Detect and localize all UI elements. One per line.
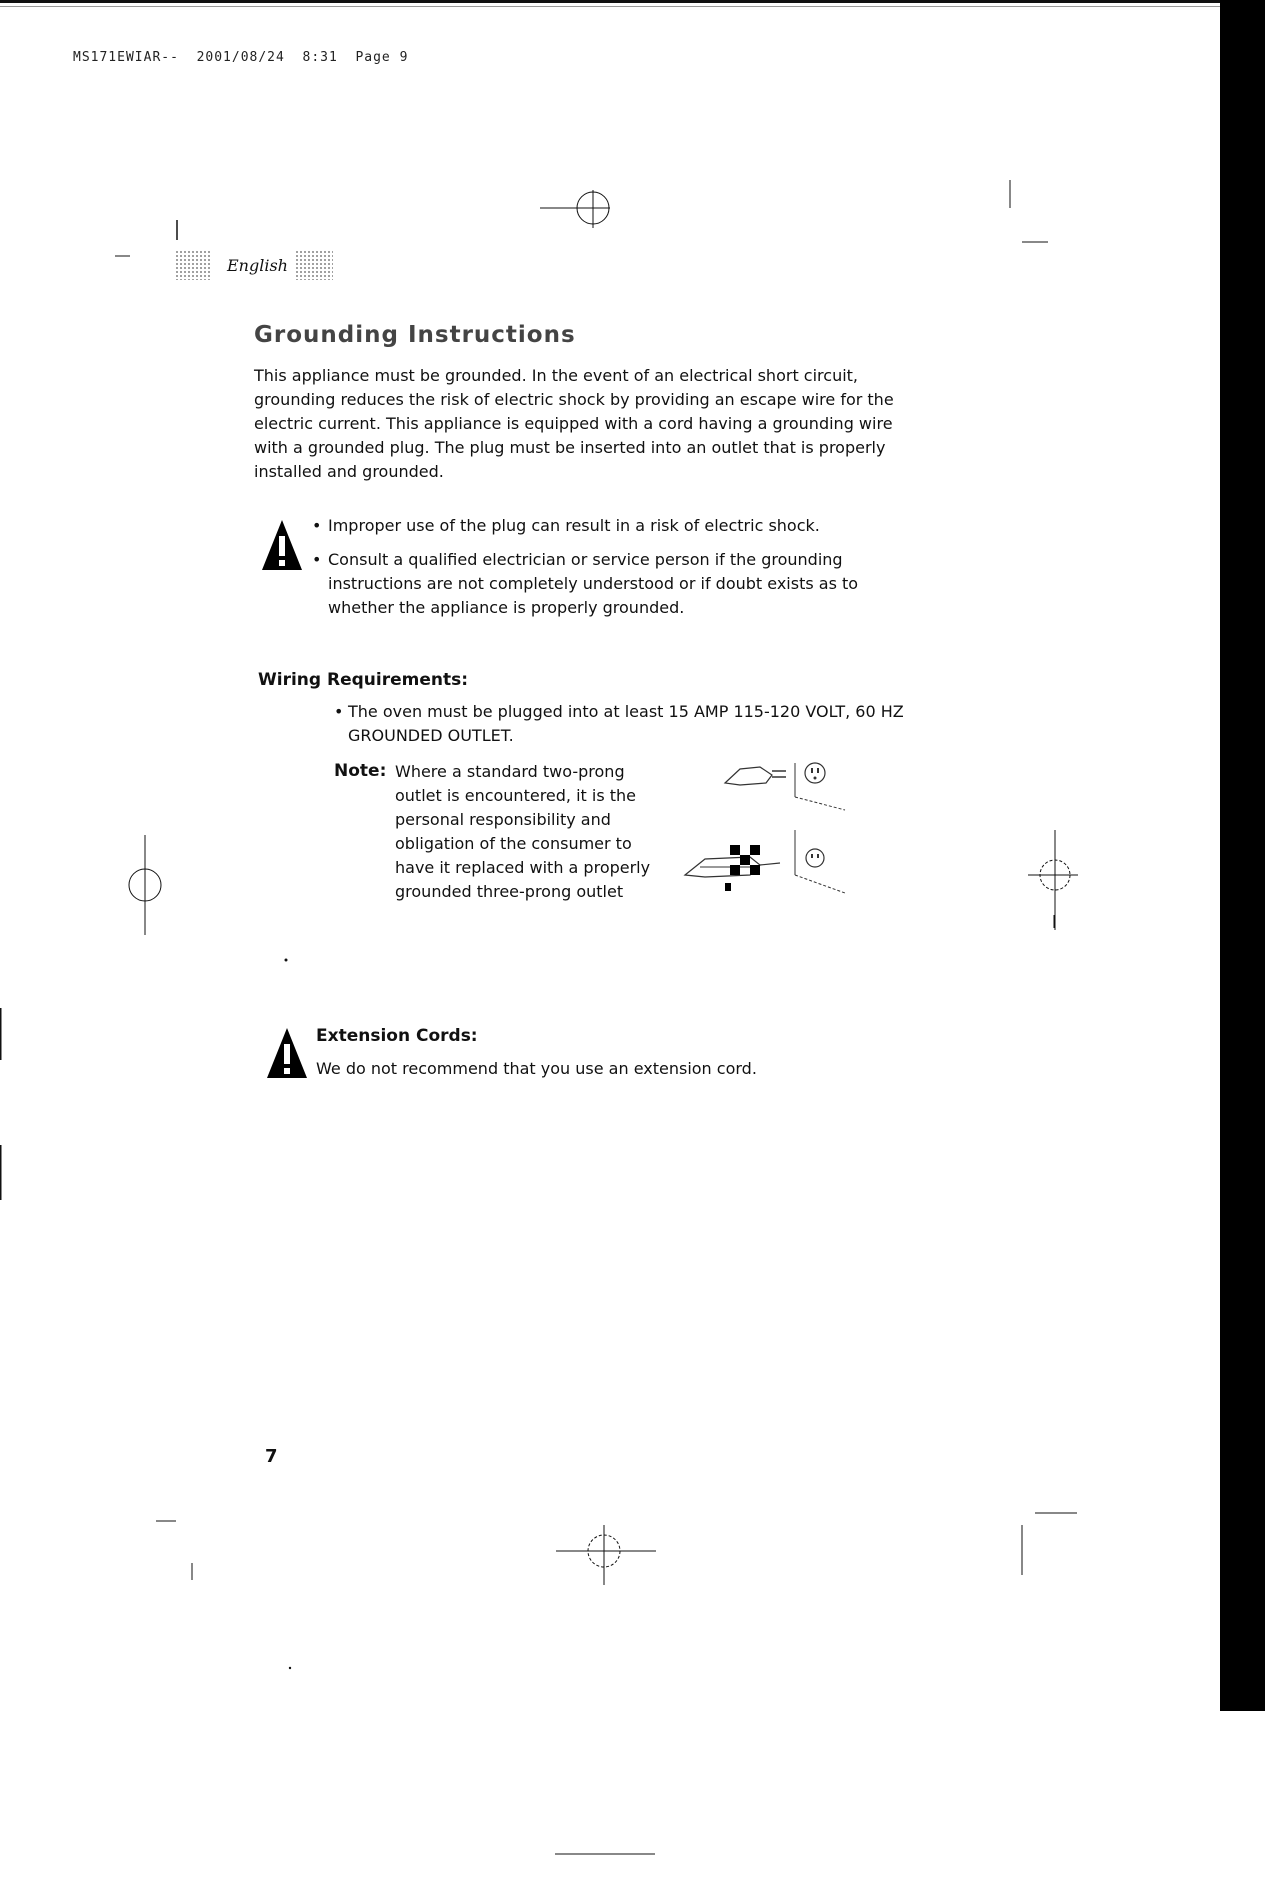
language-label: English: [227, 256, 288, 275]
warning-icon: [267, 1028, 307, 1078]
note-text: Where a standard two-prong outlet is encountered, it is the personal responsibility and obligation of the consumer to have it replaced with a properly grounded three-prong outlet: [395, 762, 651, 901]
extension-heading: Extension Cords:: [316, 1026, 478, 1046]
page-number: 7: [265, 1446, 278, 1467]
fax-header: MS171EWIAR-- 2001/08/24 8:31 Page 9: [73, 50, 409, 65]
warning-item: • Improper use of the plug can result in a risk of electric shock.: [312, 514, 872, 538]
ungrounded-plug-crossed-icon: [680, 825, 850, 900]
warning-item: • Consult a qualified electrician or service person if the grounding instructions are not completely understood or if doubt exists as to whether the appliance is properly grounded.: [312, 548, 872, 620]
note-label: Note:: [334, 761, 387, 781]
registration-mark-bottom-icon: [555, 1862, 655, 1902]
wiring-bullet: • The oven must be plugged into at least 15 AMP 115-120 VOLT, 60 HZ GROUNDED OUTLET.: [334, 700, 948, 748]
page-title: Grounding Instructions: [254, 322, 576, 348]
warning-icon: [262, 520, 302, 570]
scan-edge-band: [1220, 0, 1265, 1711]
extension-text: We do not recommend that you use an extension cord.: [316, 1059, 757, 1078]
grounded-plug-outlet-icon: [720, 755, 850, 815]
warning-list: [312, 514, 872, 630]
wiring-heading: Wiring Requirements:: [258, 670, 469, 690]
intro-paragraph: This appliance must be grounded. In the event of an electrical short circuit, grounding reduces the risk of electric shock by providing an escape wire for the electric current. This appliance is equipped with a cord having a grounding wire with a grounded plug. The plug must be inserted into an outlet that is properly installed and grounded.: [254, 366, 894, 481]
